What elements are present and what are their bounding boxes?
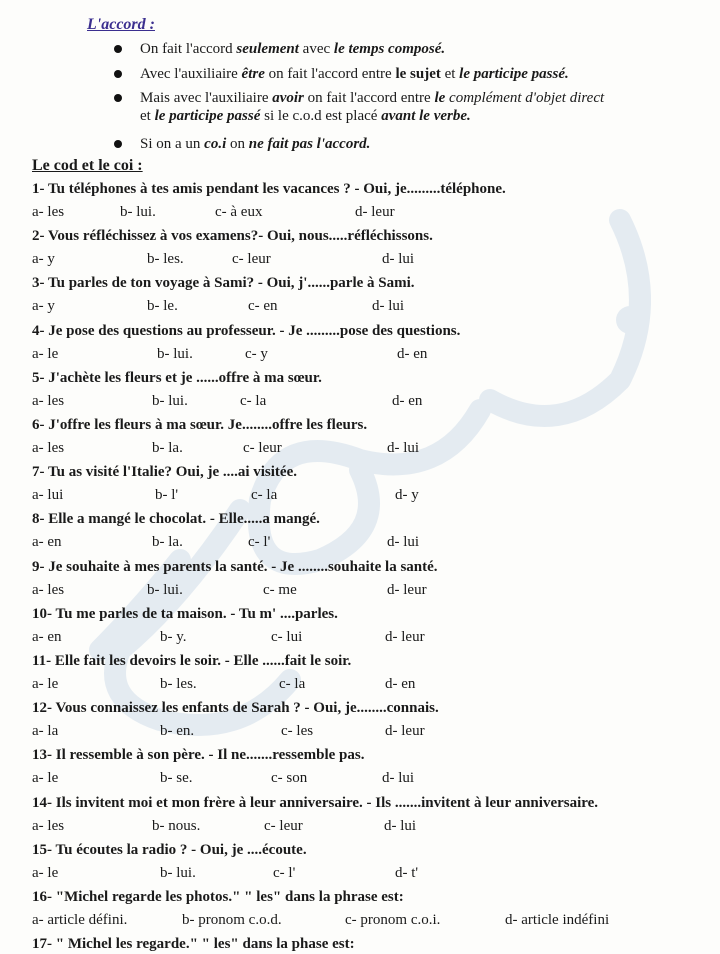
rule-emphasis: co.i <box>204 136 227 152</box>
answer-option[interactable]: c- me <box>263 582 297 598</box>
question-10: 10- Tu me parles de ta maison. - Tu m' ....parles. <box>32 606 338 622</box>
answer-option[interactable]: d- lui <box>382 251 415 267</box>
accord-rule-4 <box>140 135 700 153</box>
rule-text: et <box>440 66 460 82</box>
answer-option[interactable]: a- les <box>32 582 65 598</box>
rule-emphasis: être <box>241 66 265 82</box>
rule-text: Mais avec l'auxiliaire <box>140 90 273 106</box>
answer-option[interactable]: a- les <box>32 818 65 834</box>
answer-option[interactable]: c- leur <box>243 440 282 456</box>
answer-option[interactable]: c- à eux <box>215 204 263 220</box>
rule-text: On fait l'accord <box>140 41 237 57</box>
rule-emphasis: le <box>434 90 446 106</box>
question-8: 8- Elle a mangé le chocolat. - Elle.....a mangé. <box>32 511 320 527</box>
answer-option[interactable]: d- lui <box>382 770 415 786</box>
answer-option[interactable]: a- article défini. <box>32 912 128 928</box>
answer-option[interactable]: a- la <box>32 723 59 739</box>
bullet-dot <box>114 70 122 78</box>
question-1: 1- Tu téléphones à tes amis pendant les vacances ? - Oui, je.........téléphone. <box>32 181 506 197</box>
answer-option[interactable]: b- en. <box>160 723 195 739</box>
accord-rule-3 <box>140 89 700 125</box>
question-17: 17- " Michel les regarde." " les" dans la phase est: <box>32 936 355 952</box>
rule-text: avec <box>298 41 334 57</box>
rule-emphasis: avant le verbe. <box>381 108 471 124</box>
rule-emphasis: le participe passé <box>154 108 261 124</box>
answer-option[interactable]: a- le <box>32 346 59 362</box>
answer-option[interactable]: d- en <box>392 393 423 409</box>
answer-option[interactable]: b- se. <box>160 770 193 786</box>
answer-option[interactable]: b- lui. <box>160 865 196 881</box>
answer-option[interactable]: a- les <box>32 440 65 456</box>
answer-option[interactable]: a- en <box>32 534 62 550</box>
rule-text: si le c.o.d est placé <box>260 108 382 124</box>
answer-option[interactable]: a- les <box>32 393 65 409</box>
question-16: 16- "Michel regarde les photos." " les" dans la phrase est: <box>32 889 404 905</box>
answer-option[interactable]: b- la. <box>152 440 183 456</box>
rule-text: et <box>140 108 155 124</box>
answer-option[interactable]: c- lui <box>271 629 303 645</box>
answer-option[interactable]: a- le <box>32 676 59 692</box>
answer-option[interactable]: b- nous. <box>152 818 201 834</box>
rule-text: Avec l'auxiliaire <box>140 66 242 82</box>
rule-emphasis: seulement <box>236 41 299 57</box>
question-5: 5- J'achète les fleurs et je ......offre à ma sœur. <box>32 370 322 386</box>
answer-option[interactable]: c- son <box>271 770 308 786</box>
answer-option[interactable]: b- pronom c.o.d. <box>182 912 282 928</box>
answer-option[interactable]: b- les. <box>160 676 197 692</box>
rule-emphasis: le participe passé. <box>459 66 569 82</box>
answer-option[interactable]: d- y <box>395 487 419 503</box>
answer-option[interactable]: d- en <box>397 346 428 362</box>
rule-emphasis: le sujet <box>395 66 441 82</box>
answer-option[interactable]: a- le <box>32 865 59 881</box>
bullet-dot <box>114 140 122 148</box>
question-13: 13- Il ressemble à son père. - Il ne.......ressemble pas. <box>32 747 365 763</box>
rule-text: on <box>226 136 249 152</box>
accord-rule-2 <box>140 65 700 83</box>
answer-option[interactable]: d- t' <box>395 865 419 881</box>
question-3: 3- Tu parles de ton voyage à Sami? - Oui, j'......parle à Sami. <box>32 275 415 291</box>
accord-title: L'accord : <box>87 16 155 33</box>
answer-option[interactable]: c- la <box>240 393 267 409</box>
bullet-dot <box>114 45 122 53</box>
answer-option[interactable]: a- y <box>32 298 55 314</box>
answer-option[interactable]: c- la <box>251 487 278 503</box>
answer-option[interactable]: c- en <box>248 298 278 314</box>
rule-text: Si on a un <box>140 136 205 152</box>
answer-option[interactable]: b- la. <box>152 534 183 550</box>
answer-option[interactable]: b- lui. <box>147 582 183 598</box>
answer-option[interactable]: c- la <box>279 676 306 692</box>
answer-option[interactable]: b- y. <box>160 629 187 645</box>
answer-option[interactable]: a- les <box>32 204 65 220</box>
answer-option[interactable]: c- y <box>245 346 268 362</box>
rule-emphasis: ne fait pas l'accord. <box>248 136 371 152</box>
rule-text: complément d'objet direct <box>445 90 605 106</box>
answer-option[interactable]: c- l' <box>273 865 296 881</box>
answer-option[interactable]: d- lui <box>387 534 420 550</box>
answer-option[interactable]: b- lui. <box>120 204 156 220</box>
answer-option[interactable]: d- leur <box>387 582 427 598</box>
question-14: 14- Ils invitent moi et mon frère à leur anniversaire. - Ils .......invitent à leur anniversaire. <box>32 795 599 811</box>
answer-option[interactable]: b- les. <box>147 251 184 267</box>
question-11: 11- Elle fait les devoirs le soir. - Elle ......fait le soir. <box>32 653 352 669</box>
rule-text: on fait l'accord entre <box>303 90 435 106</box>
answer-option[interactable]: a- lui <box>32 487 64 503</box>
question-15: 15- Tu écoutes la radio ? - Oui, je ....écoute. <box>32 842 307 858</box>
question-9: 9- Je souhaite à mes parents la santé. - Je ........souhaite la santé. <box>32 559 438 575</box>
rule-text: on fait l'accord entre <box>264 66 396 82</box>
rule-emphasis: le temps composé. <box>333 41 446 57</box>
answer-option[interactable]: c- pronom c.o.i. <box>345 912 441 928</box>
question-6: 6- J'offre les fleurs à ma sœur. Je........offre les fleurs. <box>32 417 368 433</box>
answer-option[interactable]: d- lui <box>387 440 420 456</box>
rule-emphasis: avoir <box>272 90 304 106</box>
answer-option[interactable]: c- les <box>281 723 314 739</box>
bullet-dot <box>114 94 122 102</box>
answer-option[interactable]: d- leur <box>385 723 425 739</box>
answer-option[interactable]: c- leur <box>264 818 303 834</box>
answer-option[interactable]: b- l' <box>155 487 179 503</box>
answer-option[interactable]: b- lui. <box>152 393 188 409</box>
question-4: 4- Je pose des questions au professeur. - Je .........pose des questions. <box>32 323 461 339</box>
answer-option[interactable]: d- lui <box>384 818 417 834</box>
answer-option[interactable]: a- y <box>32 251 55 267</box>
question-12: 12- Vous connaissez les enfants de Sarah ? - Oui, je........connais. <box>32 700 439 716</box>
question-2: 2- Vous réfléchissez à vos examens?- Oui, nous.....réfléchissons. <box>32 228 433 244</box>
answer-option[interactable]: c- l' <box>248 534 271 550</box>
answer-option[interactable]: d- leur <box>385 629 425 645</box>
answer-option[interactable]: d- leur <box>355 204 395 220</box>
answer-option[interactable]: d- lui <box>372 298 405 314</box>
answer-option[interactable]: d- en <box>385 676 416 692</box>
answer-option[interactable]: d- article indéfini <box>505 912 610 928</box>
cod-coi-title: Le cod et le coi : <box>32 157 143 174</box>
question-7: 7- Tu as visité l'Italie? Oui, je ....ai visitée. <box>32 464 297 480</box>
answer-option[interactable]: c- leur <box>232 251 271 267</box>
answer-option[interactable]: a- le <box>32 770 59 786</box>
answer-option[interactable]: b- le. <box>147 298 178 314</box>
accord-rule-1 <box>140 40 700 58</box>
answer-option[interactable]: a- en <box>32 629 62 645</box>
answer-option[interactable]: b- lui. <box>157 346 193 362</box>
